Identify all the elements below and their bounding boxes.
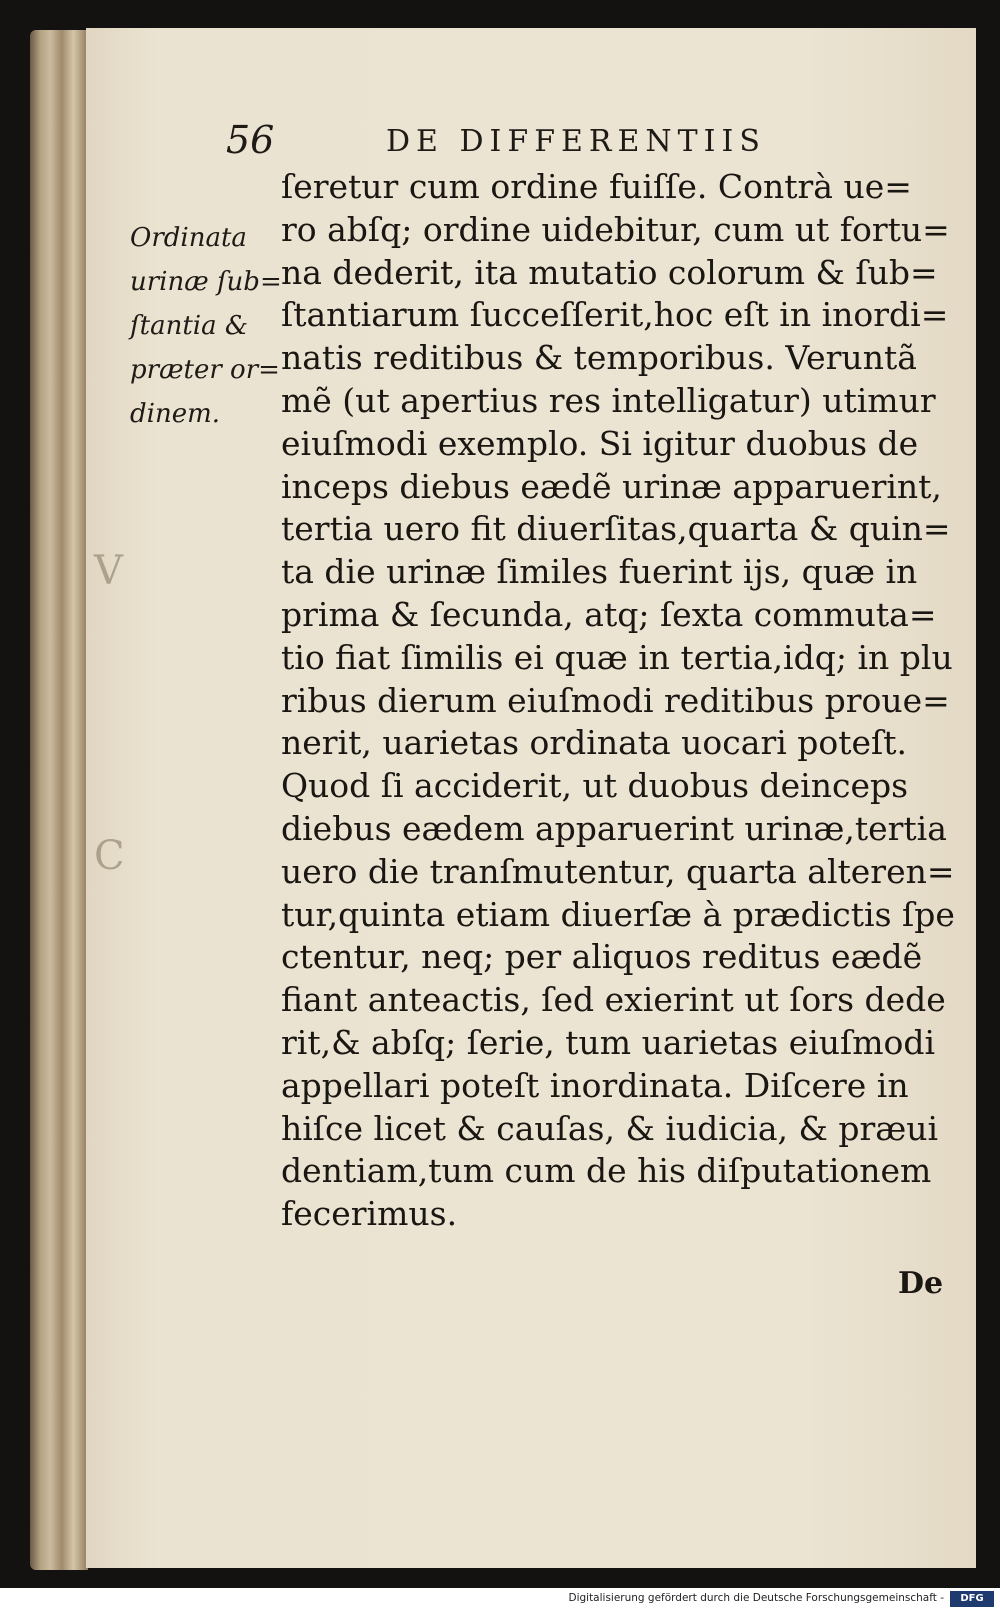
text-line: tio fiat ſimilis ei quæ in tertia,idq; in plu — [281, 637, 953, 677]
marginal-note-line: præter or= — [130, 355, 280, 385]
book-page-edges — [30, 30, 88, 1570]
running-head: DE DIFFERENTIIS — [386, 124, 766, 159]
marginal-note — [130, 216, 282, 436]
text-line: na dederit, ita mutatio colorum & ſub= — [281, 252, 938, 292]
book-page — [86, 28, 976, 1568]
text-line: tertia uero fit diuerſitas,quarta & quin= — [281, 509, 951, 549]
text-line: ctentur, neq; per aliquos reditus eædẽ — [281, 937, 923, 977]
text-line: ſtantiarum ſucceſſerit,hoc eſt in inordi= — [281, 295, 949, 335]
text-line: dentiam,tum cum de his diſputationem — [281, 1151, 932, 1191]
catchword: De — [898, 1266, 944, 1301]
text-line: hiſce licet & cauſas, & iudicia, & præui — [281, 1108, 939, 1148]
text-line: ribus dierum eiuſmodi reditibus proue= — [281, 680, 950, 720]
text-line: mẽ (ut apertius res intelligatur) utimur — [281, 380, 936, 420]
text-line: nerit, uarietas ordinata uocari poteſt. — [281, 723, 908, 763]
marginal-note-line: ſtantia & — [130, 311, 248, 341]
text-line: Quod ſi acciderit, ut duobus deinceps — [281, 766, 909, 806]
body-text — [281, 166, 955, 1236]
text-line: inceps diebus eædẽ urinæ apparuerint, — [281, 466, 942, 506]
text-line: rit,& abſq; ſerie, tum uarietas eiuſmodi — [281, 1022, 936, 1062]
text-line: eiuſmodi exemplo. Si igitur duobus de — [281, 423, 919, 463]
page-number: 56 — [226, 118, 275, 162]
text-line: ta die urinæ ſimiles fuerint ijs, quæ in — [281, 552, 918, 592]
text-line: appellari poteſt inordinata. Diſcere in — [281, 1065, 909, 1105]
text-line: fecerimus. — [281, 1194, 458, 1234]
text-line: tur,quinta etiam diuerſæ à prædictis ſpe — [281, 894, 955, 934]
marginal-note-line: urinæ ſub= — [130, 267, 282, 297]
show-through-letter: V — [94, 548, 123, 594]
text-line: ro abſq; ordine uidebitur, cum ut fortu= — [281, 209, 950, 249]
text-line: diebus eædem apparuerint urinæ,tertia — [281, 808, 947, 848]
text-line: fiant anteactis, ſed exierint ut ſors dede — [281, 980, 946, 1020]
text-line: ſeretur cum ordine fuiſſe. Contrà ue= — [281, 167, 912, 206]
marginal-note-line: dinem. — [130, 399, 221, 429]
marginal-note-line: Ordinata — [130, 223, 247, 253]
digitization-footer — [0, 1588, 1000, 1612]
text-line: uero die tranſmutentur, quarta alteren= — [281, 851, 955, 891]
funding-credit: Digitalisierung gefördert durch die Deutsche Forschungsgemeinschaft - — [568, 1592, 944, 1604]
show-through-letter: C — [94, 833, 125, 879]
text-line: prima & ſecunda, atq; ſexta commuta= — [281, 594, 937, 634]
text-line: natis reditibus & temporibus. Veruntã — [281, 338, 917, 378]
dfg-logo: DFG — [950, 1591, 994, 1607]
